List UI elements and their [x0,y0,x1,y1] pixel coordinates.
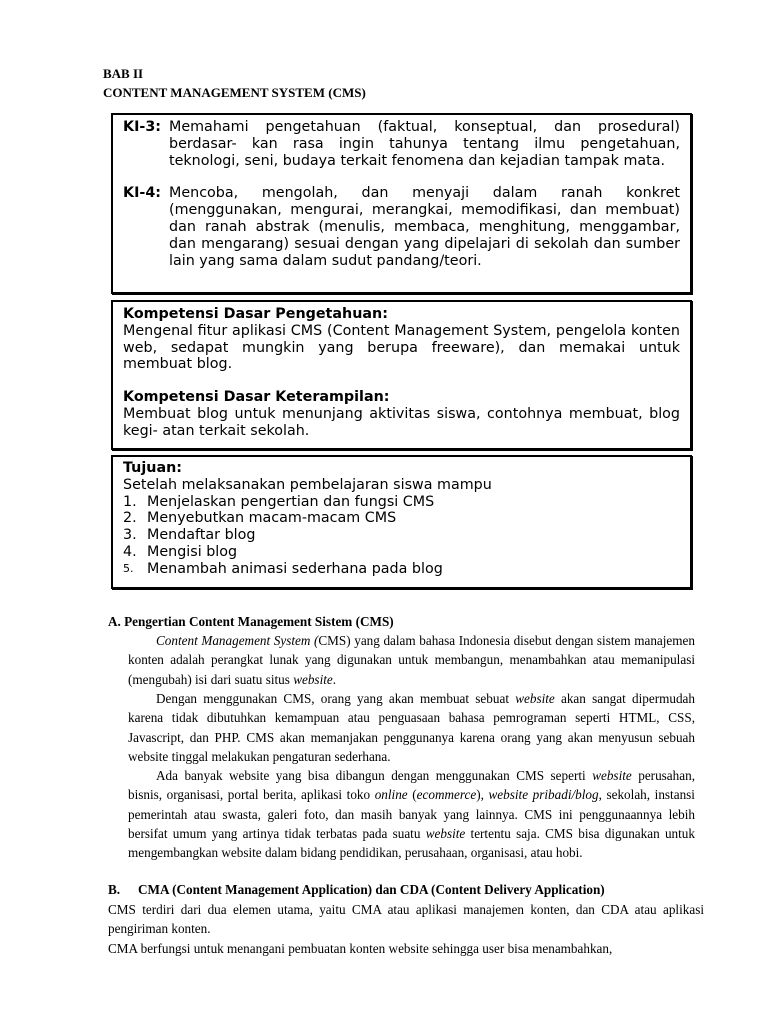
skills-text: Membuat blog untuk menunjang aktivitas siswa, contohnya membuat, blog kegi- atan terkait sekolah. [123,405,680,439]
objectives-box [111,455,692,589]
paragraph: Ada banyak website yang bisa dibangun dengan menggunakan CMS seperti website perusahan, bisnis, organisasi, portal berita, aplikasi toko online (ecommerce), website pribadi/blog, sekolah, instansi pemerintah atau swasta, galeri foto, dan masih banyak yang lainnya. CMS ini penggunaannya lebih bersifat umum yang artinya tidak terbatas pada suatu website tertentu saja. CMS bisa digunakan untuk mengembangkan website dalam bidang pendidikan, perusahaan, organisasi, atau hobi. [128,768,695,861]
knowledge-heading: Kompetensi Dasar Pengetahuan: [123,306,388,322]
paragraph: CMA berfungsi untuk menangani pembuatan konten website sehingga user bisa menambahkan, [108,941,613,956]
section-b-heading: B. CMA (Content Management Application) dan CDA (Content Delivery Application) [108,882,605,897]
ki-3-label: KI-3: [123,119,161,135]
ki-3-text: Memahami pengetahuan (faktual, konseptual, dan prosedural) berdasar- kan rasa ingin tahunya tentang ilmu pengetahuan, teknologi, seni, budaya terkait fenomena dan kejadian tampak mata. [169,119,680,169]
ki-4-item [123,185,680,269]
list-item: 5. Menambah animasi sederhana pada blog [123,560,443,577]
objectives-intro: Setelah melaksanakan pembelajaran siswa mampu [123,476,492,493]
basic-competency-box [111,300,692,450]
list-item: 4. Mengisi blog [123,543,238,560]
chapter-heading [103,64,366,102]
paragraph: Content Management System (CMS) yang dalam bahasa Indonesia disebut dengan sistem manajemen konten adalah perangkat lunak yang digunakan untuk membangun, menambahkan atau memanipulasi (mengubah) isi dari suatu situs website. [128,633,695,687]
objectives-list [123,494,680,578]
core-competency-box [111,113,692,294]
list-item: 1. Menjelaskan pengertian dan fungsi CMS [123,493,435,510]
section-a-heading: A. Pengertian Content Management Sistem (CMS) [108,614,394,629]
list-item: 2. Menyebutkan macam-macam CMS [123,510,397,527]
paragraph: CMS terdiri dari dua elemen utama, yaitu CMA atau aplikasi manajemen konten, dan CDA atau aplikasi pengiriman konten. [108,902,704,937]
skills-heading: Kompetensi Dasar Keterampilan: [123,389,390,406]
ki-3-item [123,119,680,169]
ki-4-label: KI-4: [123,185,161,202]
list-item: 3. Mendaftar blog [123,527,256,544]
objectives-heading: Tujuan: [123,460,182,476]
knowledge-text: Mengenal fitur aplikasi CMS (Content Management System, pengelola konten web, sedapat mungkin yang berupa freeware), dan memakai untuk membuat blog. [123,322,680,373]
ki-4-text: Mencoba, mengolah, dan menyaji dalam ranah konkret (menggunakan, mengurai, merangkai, memodifikasi, dan membuat) dan ranah abstrak (menulis, membaca, menghitung, menggambar, dan mengarang) sesuai dengan yang dipelajari di sekolah dan sumber lain yang sama dalam sudut pandang/teori. [169,185,680,269]
chapter-title: CONTENT MANAGEMENT SYSTEM (CMS) [103,85,366,100]
paragraph: Dengan menggunakan CMS, orang yang akan membuat sebuat website akan sangat dipermudah karena tidak dibutuhkan kemampuan atau penguasaan bahasa pemrograman seperti HTML, CSS, Javascript, dan PHP. CMS akan memanjakan penggunanya karena orang yang akan menyusun sebuah website tinggal melakukan pengaturan sederhana. [128,691,695,764]
chapter-number: BAB II [103,66,144,81]
